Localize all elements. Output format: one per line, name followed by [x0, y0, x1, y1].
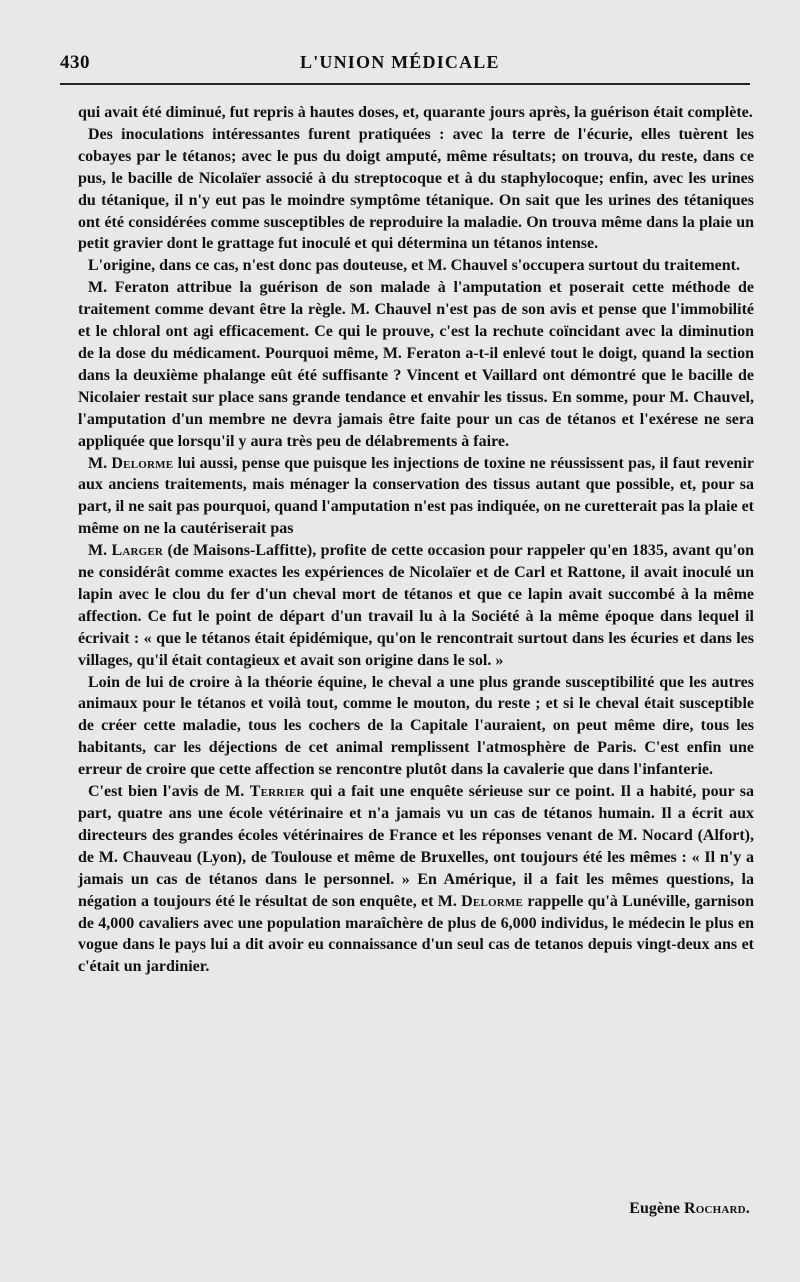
running-title: L'UNION MÉDICALE	[300, 52, 500, 72]
paragraph-8	[78, 781, 754, 978]
paragraph-6: M. Larger (de Maisons-Laffitte), profite de cette occasion pour rappeler qu'en 1835, avant qu'on ne considérât comme exactes les expériences de Nicolaïer et de Carl et Rattone, il avait inoculé un lapin avec le clou du fer d'un cheval mort de tétanos et que ce lapin avait succombé à la même affection. Ce fut le point de départ d'un travail lu à la Société à la même époque dans lequel il écrivait : « que le tétanos était épidémique, qu'on le rencontrait surtout dans les écuries et dans les villages, qu'il était contagieux et avait son origine dans le sol. »	[78, 542, 755, 669]
paragraph-7: Loin de lui de croire à la théorie équine, le cheval a une plus grande susceptibilité que les autres animaux pour le tétanos et voilà tout, comme le mouton, du reste ; et si le cheval était susceptible de créer cette maladie, tous les cochers de la Capitale l'auraient, on peut même dire, tous les habitants, car les déjections de cet animal remplissent l'atmosphère de Paris. C'est enfin une erreur de croire que cette affection se rencontre plutôt dans la cavalerie que dans l'infanterie.	[78, 673, 754, 779]
paragraph-6-text: (de Maisons-Laffitte), profite de cette occasion pour rappeler qu'en 1835, avant qu'on ne considérât comme exactes les expériences de Nicolaïer et de Carl et Rattone, il avait inoculé un lapin avec le clou du fer d'un cheval mort de tétanos et que ce lapin avait succombé à la même affection. Ce fut le point de départ d'un travail lu à la Société à la même époque dans lequel il écrivait : « que le tétanos était épidémique, qu'on le rencontrait surtout dans les écuries et dans les villages, qu'il était contagieux et avait son origine dans le sol. »	[78, 542, 755, 669]
author-name-delorme: Delorme	[111, 454, 174, 472]
paragraph-1: qui avait été diminué, fut repris à hautes doses, et, quarante jours après, la guérison était complète.	[78, 104, 753, 121]
page-number: 430	[60, 52, 90, 73]
paragraph-5-text: lui aussi, pense que puisque les injections de toxine ne réussissent pas, il faut revenir aux anciens traitements, mais ménager la conservation des tissus autant que possible, et, pour sa part, il ne sait pas pourquoi, quand l'amputation n'est pas indiquée, on ne curetterait pas la plaie et même on ne la cautériserait pas	[78, 454, 754, 538]
author-name-delorme-2: Delorme	[461, 892, 524, 910]
paragraph-8-body: qui a fait une enquête sérieuse sur ce point. Il a habité, pour sa part, quatre ans une école vétérinaire et n'a jamais vu un cas de tétanos humain. Il a écrit aux directeurs des grandes écoles vétérinaires de France et les réponses venant de M. Nocard (Alfort), de M. Chauveau (Lyon), de Toulouse et même de Bruxelles, ont toujours été les mêmes : « Il n'y a jamais un cas de tétanos dans le personnel. » En Amérique, il a fait les mêmes questions, la négation a toujours été le résultat de son enquête, et M.	[78, 783, 755, 910]
article-body	[78, 102, 754, 978]
author-name-larger: Larger	[111, 542, 164, 560]
paragraph-4: M. Feraton attribue la guérison de son malade à l'amputation et poserait cette méthode de traitement comme devant être la règle. M. Chauvel n'est pas de son avis et pense que l'immobilité et le chloral ont agi efficacement. Ce qui le prouve, c'est la rechute coïncidant avec la diminution de la dose du médicament. Pourquoi même, M. Feraton a-t-il enlevé tout le doigt, quand la section dans la deuxième phalange eût été suffisante ? Vincent et Vaillard ont démontré que le bacille de Nicolaier restait sur place sans grande tendance et envahir les tissus. En somme, pour M. Chauvel, l'amputation d'un membre ne devra jamais être faite pour un cas de tétanos et l'exérese ne sera appliquée que lorsqu'il y aura très peu de délabrements à faire.	[78, 279, 754, 450]
paragraph-2: Des inoculations intéressantes furent pratiquées : avec la terre de l'écurie, elles tuèrent les cobayes par le tétanos; avec le pus du doigt amputé, même résultats; on trouva, du reste, dans ce pus, le bacille de Nicolaïer associé à du streptocoque et à du staphylocoque; enfin, avec les urines du tétanique, il n'y eut pas le moindre symptôme tétanique. On sait que les urines des tétaniques ont été considérées comme susceptibles de reproduire la maladie. On trouva même dans la plaie un petit gravier dont le grattage fut inoculé et qui détermina un tétanos intense.	[78, 125, 754, 253]
signature-last-name: Rochard.	[683, 1200, 750, 1217]
paragraph-3: L'origine, dans ce cas, n'est donc pas douteuse, et M. Chauvel s'occupera surtout du traitement.	[88, 257, 740, 275]
paragraph-5: M. Delorme lui aussi, pense que puisque les injections de toxine ne réussissent pas, il faut revenir aux anciens traitements, mais ménager la conservation des tissus autant que possible, et, pour sa part, il ne sait pas pourquoi, quand l'amputation n'est pas indiquée, on ne curetterait pas la plaie et même on ne la cautériserait pas	[78, 454, 754, 538]
paragraph-8-end: rappelle qu'à Lunéville, garnison de 4,000 cavaliers avec une population maraîchère de plus de 6,000 individus, le médecin le plus en vogue dans le pays lui a dit avoir eu connaissance d'un seul cas de tetanos depuis vingt-deux ans et c'était un jardinier.	[78, 892, 755, 976]
header-rule	[60, 83, 750, 85]
signature-first-name: Eugène	[629, 1200, 680, 1217]
paragraph-8-intro: C'est bien l'avis de M.	[88, 783, 245, 801]
page-header	[60, 44, 750, 78]
author-name-terrier: Terrier	[249, 783, 305, 801]
signature	[629, 1200, 750, 1218]
